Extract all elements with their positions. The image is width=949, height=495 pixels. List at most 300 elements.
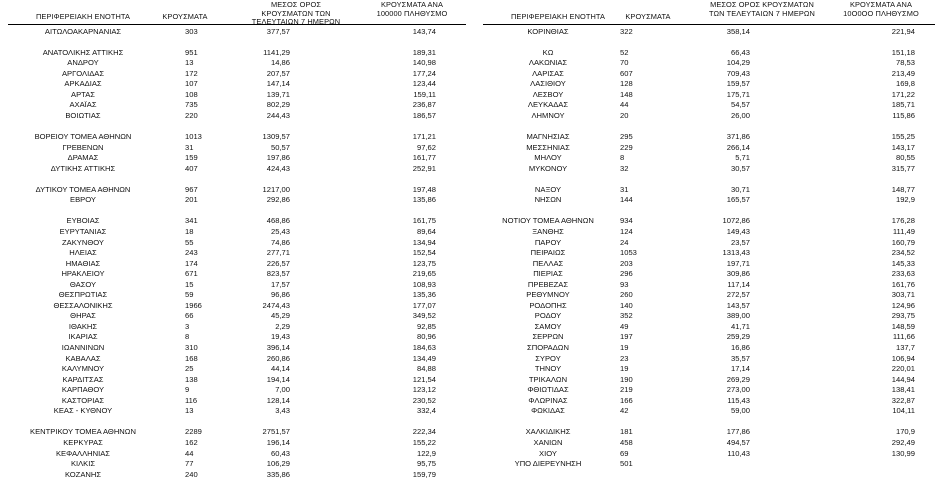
table-row xyxy=(475,27,949,37)
table-row xyxy=(475,311,949,321)
table-row xyxy=(0,58,474,68)
cell-cases: 352 xyxy=(620,311,633,321)
cell-name: ΗΡΑΚΛΕΙΟΥ xyxy=(61,269,105,279)
cell-cases: 144 xyxy=(620,195,633,205)
cell-per100k: 145,33 xyxy=(891,258,915,268)
cell-cases: 501 xyxy=(620,459,633,469)
cell-cases: 18 xyxy=(185,226,194,236)
table-row xyxy=(0,111,474,121)
cell-avg7: 60,43 xyxy=(270,448,290,458)
cell-name: ΑΡΤΑΣ xyxy=(71,89,95,99)
cell-avg7: 196,14 xyxy=(266,437,290,447)
cell-avg7: 19,43 xyxy=(270,332,290,342)
cell-per100k: 122,9 xyxy=(416,448,436,458)
cell-avg7: 2474,43 xyxy=(262,300,290,310)
cell-name: ΛΑΚΩΝΙΑΣ xyxy=(528,58,568,68)
cell-cases: 168 xyxy=(185,353,198,363)
cell-per100k: 134,94 xyxy=(412,237,436,247)
cell-per100k: 233,63 xyxy=(891,269,915,279)
cell-name: ΤΡΙΚΑΛΩΝ xyxy=(528,374,568,384)
cell-cases: 303 xyxy=(185,26,198,36)
cell-avg7: 358,14 xyxy=(726,26,750,36)
cell-avg7: 106,29 xyxy=(266,459,290,469)
table-row xyxy=(475,174,949,184)
cell-cases: 967 xyxy=(185,184,198,194)
cell-cases: 203 xyxy=(620,258,633,268)
cell-avg7: 292,86 xyxy=(266,195,290,205)
table-row xyxy=(0,100,474,110)
cell-name: ΗΛΕΙΑΣ xyxy=(69,248,97,258)
cell-avg7: 25,43 xyxy=(270,226,290,236)
cell-cases: 243 xyxy=(185,248,198,258)
cell-per100k: 148,77 xyxy=(891,184,915,194)
cell-avg7: 30,71 xyxy=(730,184,750,194)
table-row xyxy=(0,459,474,469)
table-row xyxy=(475,248,949,258)
cell-per100k: 155,25 xyxy=(891,132,915,141)
table-row xyxy=(0,290,474,300)
cell-avg7: 371,86 xyxy=(726,132,750,141)
cell-per100k: 332,4 xyxy=(416,406,436,416)
cell-per100k: 293,75 xyxy=(891,311,915,321)
table-row xyxy=(475,332,949,342)
cell-per100k: 97,62 xyxy=(416,142,436,152)
cell-avg7: 3,43 xyxy=(275,406,290,416)
table-row xyxy=(0,417,474,427)
cell-avg7: 389,00 xyxy=(726,311,750,321)
table-row xyxy=(0,322,474,332)
cell-cases: 671 xyxy=(185,269,198,279)
table-row xyxy=(475,227,949,237)
table-row xyxy=(475,79,949,89)
cell-per100k: 135,36 xyxy=(412,290,436,300)
cell-per100k: 78,53 xyxy=(895,58,915,68)
cell-avg7: 149,43 xyxy=(726,226,750,236)
cell-cases: 15 xyxy=(185,279,194,289)
cell-per100k: 124,96 xyxy=(891,300,915,310)
cell-name: ΜΕΣΣΗΝΙΑΣ xyxy=(526,142,570,152)
header-per100k: ΚΡΟΥΣΜΑΤΑ ΑΝΑ 10O0OO ΠΛΗΘΥΣΜΟ xyxy=(843,0,919,18)
cell-cases: 229 xyxy=(620,142,633,152)
cell-avg7: 175,71 xyxy=(726,89,750,99)
table-row xyxy=(475,121,949,131)
table-row xyxy=(475,48,949,58)
table-row xyxy=(475,206,949,216)
cell-cases: 296 xyxy=(620,269,633,279)
table-row xyxy=(475,417,949,427)
cell-per100k: 108,93 xyxy=(412,279,436,289)
table-row xyxy=(475,259,949,269)
cell-cases: 201 xyxy=(185,195,198,205)
cell-cases: 25 xyxy=(185,364,194,374)
cell-per100k: 130,99 xyxy=(891,448,915,458)
table-row xyxy=(0,143,474,153)
cell-avg7: 128,14 xyxy=(266,395,290,405)
cell-cases: 42 xyxy=(620,406,629,416)
cell-name: ΑΧΑΪΑΣ xyxy=(69,100,97,110)
table-row xyxy=(475,364,949,374)
cell-name: ΞΑΝΘΗΣ xyxy=(532,226,564,236)
cell-avg7: 259,29 xyxy=(726,332,750,342)
cell-avg7: 165,57 xyxy=(726,195,750,205)
table-row xyxy=(475,354,949,364)
cell-avg7: 50,57 xyxy=(270,142,290,152)
cell-cases: 93 xyxy=(620,279,629,289)
cell-cases: 148 xyxy=(620,89,633,99)
cell-avg7: 309,86 xyxy=(726,269,750,279)
cell-per100k: 236,87 xyxy=(412,100,436,110)
cell-per100k: 197,48 xyxy=(412,184,436,194)
table-row xyxy=(0,90,474,100)
table-row xyxy=(0,238,474,248)
table-row xyxy=(0,269,474,279)
cell-name: ΚΕΡΚΥΡΑΣ xyxy=(63,437,103,447)
cell-cases: 24 xyxy=(620,237,629,247)
cell-cases: 19 xyxy=(620,364,629,374)
cell-avg7: 139,71 xyxy=(266,89,290,99)
cell-name: ΠΕΙΡΑΙΩΣ xyxy=(530,248,566,258)
cell-name: ΤΗΝΟΥ xyxy=(534,364,562,374)
cell-name: ΑΡΚΑΔΙΑΣ xyxy=(64,79,102,89)
cell-per100k: 89,64 xyxy=(416,226,436,236)
cell-avg7: 1217,00 xyxy=(262,184,290,194)
cell-avg7: 207,57 xyxy=(266,68,290,78)
cell-per100k: 161,77 xyxy=(412,153,436,163)
cell-cases: 66 xyxy=(185,311,194,321)
cell-name: ΝΗΣΩΝ xyxy=(534,195,562,205)
cell-avg7: 2,29 xyxy=(275,321,290,331)
table-row xyxy=(0,174,474,184)
cell-cases: 20 xyxy=(620,110,629,120)
cell-cases: 220 xyxy=(185,110,198,120)
cell-avg7: 269,29 xyxy=(726,374,750,384)
cell-name: ΡΟΔΟΠΗΣ xyxy=(529,300,567,310)
cell-name: ΣΠΟΡΑΔΩΝ xyxy=(527,343,569,352)
cell-avg7: 277,71 xyxy=(266,248,290,258)
cell-name: ΚΕΝΤΡΙΚΟΥ ΤΟΜΕΑ ΑΘΗΝΩΝ xyxy=(30,427,136,437)
cell-per100k: 315,77 xyxy=(891,163,915,173)
cell-per100k: 222,34 xyxy=(412,427,436,437)
cell-name: ΓΡΕΒΕΝΩΝ xyxy=(62,142,104,152)
header-per100k: ΚΡΟΥΣΜΑΤΑ ΑΝΑ 100000 ΠΛΗΘΥΣΜΟ xyxy=(376,0,448,18)
cell-per100k: 123,44 xyxy=(412,79,436,89)
cell-avg7: 159,57 xyxy=(726,79,750,89)
header-avg7: ΜΕΣΟΣ ΟΡΟΣ ΚΡΟΥΣΜΑΤΩΝ ΤΩΝ ΤΕΛΕΥΤΑΙΩΝ 7 ΗΜΕΡΩΝ xyxy=(709,0,815,18)
cell-cases: 174 xyxy=(185,258,198,268)
cell-per100k: 144,94 xyxy=(891,374,915,384)
cell-name: ΘΕΣΣΑΛΟΝΙΚΗΣ xyxy=(53,300,113,310)
table-row xyxy=(475,343,949,353)
cell-name: ΦΛΩΡΙΝΑΣ xyxy=(528,395,568,405)
cell-cases: 31 xyxy=(185,142,194,152)
table-row xyxy=(0,248,474,258)
cell-cases: 162 xyxy=(185,437,198,447)
table-row xyxy=(0,37,474,47)
cell-name: ΑΝΔΡΟΥ xyxy=(67,58,99,68)
cell-cases: 219 xyxy=(620,385,633,395)
cell-per100k: 111,66 xyxy=(892,332,915,342)
cell-name: ΠΕΛΛΑΣ xyxy=(532,258,564,268)
cell-per100k: 159,11 xyxy=(413,89,436,99)
cell-cases: 128 xyxy=(620,79,633,89)
cell-name: ΠΡΕΒΕΖΑΣ xyxy=(527,279,569,289)
cell-cases: 1013 xyxy=(185,132,202,141)
cell-per100k: 219,65 xyxy=(412,269,436,279)
table-row xyxy=(0,121,474,131)
table-row xyxy=(0,79,474,89)
cell-cases: 44 xyxy=(185,448,194,458)
cell-cases: 1053 xyxy=(620,248,637,258)
table-row xyxy=(475,301,949,311)
cell-cases: 59 xyxy=(185,290,194,300)
cell-cases: 52 xyxy=(620,47,629,57)
table-row xyxy=(475,290,949,300)
cell-cases: 295 xyxy=(620,132,633,141)
cell-avg7: 30,57 xyxy=(730,163,750,173)
cell-avg7: 143,57 xyxy=(726,300,750,310)
table-row xyxy=(475,153,949,163)
cell-per100k: 192,9 xyxy=(895,195,915,205)
header-region: ΠΕΡΙΦΕΡΕΙΑΚΗ ΕΝΟΤΗΤΑ xyxy=(511,12,605,21)
table-row xyxy=(0,396,474,406)
cell-cases: 951 xyxy=(185,47,198,57)
table-row xyxy=(0,406,474,416)
cell-per100k: 148,59 xyxy=(891,321,915,331)
cell-avg7: 709,43 xyxy=(726,68,750,78)
cell-cases: 159 xyxy=(185,153,198,163)
cell-name: ΚΑΣΤΟΡΙΑΣ xyxy=(61,395,105,405)
cell-avg7: 16,86 xyxy=(730,343,750,352)
cell-cases: 124 xyxy=(620,226,633,236)
cell-name: ΕΒΡΟΥ xyxy=(70,195,96,205)
cell-per100k: 171,21 xyxy=(412,132,436,141)
table-row xyxy=(475,37,949,47)
cell-name: ΝΟΤΙΟΥ ΤΟΜΕΑ ΑΘΗΝΩΝ xyxy=(502,216,594,226)
cell-name: ΕΥΡΥΤΑΝΙΑΣ xyxy=(59,226,107,236)
cell-per100k: 140,98 xyxy=(412,58,436,68)
table-row xyxy=(0,164,474,174)
cell-per100k: 160,79 xyxy=(891,237,915,247)
cell-name: ΦΩΚΙΔΑΣ xyxy=(531,406,565,416)
table-row xyxy=(0,332,474,342)
cell-avg7: 1313,43 xyxy=(722,248,750,258)
cell-per100k: 155,22 xyxy=(412,437,436,447)
cell-avg7: 377,57 xyxy=(266,26,290,36)
cell-name: ΚΑΒΑΛΑΣ xyxy=(65,353,101,363)
cell-name: ΙΘΑΚΗΣ xyxy=(68,321,98,331)
table-row xyxy=(0,69,474,79)
cell-avg7: 45,29 xyxy=(270,311,290,321)
cell-name: ΧΑΛΚΙΔΙΚΗΣ xyxy=(525,427,571,437)
table-row xyxy=(475,216,949,226)
cell-per100k: 80,55 xyxy=(895,153,915,163)
cell-per100k: 213,49 xyxy=(891,68,915,78)
cell-per100k: 135,86 xyxy=(412,195,436,205)
cell-avg7: 110,43 xyxy=(727,448,750,458)
header-divider xyxy=(8,24,466,25)
cell-per100k: 137,7 xyxy=(895,343,915,352)
cell-avg7: 23,57 xyxy=(730,237,750,247)
cell-per100k: 303,71 xyxy=(891,290,915,300)
cell-cases: 116 xyxy=(185,395,198,405)
cell-cases: 240 xyxy=(185,469,198,479)
cell-name: ΡΟΔΟΥ xyxy=(534,311,562,321)
table-row xyxy=(475,195,949,205)
cell-per100k: 151,18 xyxy=(891,47,915,57)
cell-per100k: 115,86 xyxy=(892,110,915,120)
cell-name: ΝΑΞΟΥ xyxy=(534,184,562,194)
cell-per100k: 169,8 xyxy=(895,79,915,89)
header-region: ΠΕΡΙΦΕΡΕΙΑΚΗ ΕΝΟΤΗΤΑ xyxy=(36,12,130,21)
cell-name: ΜΥΚΟΝΟΥ xyxy=(528,163,568,173)
cell-name: ΜΗΛΟΥ xyxy=(534,153,562,163)
table-row xyxy=(475,90,949,100)
cell-cases: 3 xyxy=(185,321,190,331)
cell-avg7: 44,14 xyxy=(270,364,290,374)
table-row xyxy=(0,301,474,311)
cell-avg7: 468,86 xyxy=(266,216,290,226)
table-row xyxy=(475,58,949,68)
cell-name: ΗΜΑΘΙΑΣ xyxy=(65,258,101,268)
header-cases: ΚΡΟΥΣΜΑΤΑ xyxy=(625,12,671,21)
cell-name: ΠΙΕΡΙΑΣ xyxy=(533,269,563,279)
cell-avg7: 335,86 xyxy=(266,469,290,479)
cell-per100k: 171,22 xyxy=(891,89,915,99)
cell-avg7: 2751,57 xyxy=(262,427,290,437)
cell-cases: 8 xyxy=(620,153,625,163)
cell-avg7: 17,57 xyxy=(270,279,290,289)
cell-per100k: 80,96 xyxy=(416,332,436,342)
table-row xyxy=(0,132,474,142)
cell-avg7: 1141,29 xyxy=(263,47,290,57)
cell-per100k: 123,75 xyxy=(412,258,436,268)
cell-avg7: 147,14 xyxy=(266,79,290,89)
cell-name: ΖΑΚΥΝΘΟΥ xyxy=(62,237,104,247)
cell-cases: 140 xyxy=(620,300,633,310)
cell-name: ΚΕΦΑΛΛΗΝΙΑΣ xyxy=(55,448,111,458)
cell-avg7: 273,00 xyxy=(726,385,750,395)
cell-cases: 190 xyxy=(620,374,633,384)
cell-name: ΧΙΟΥ xyxy=(539,448,557,458)
cell-avg7: 226,57 xyxy=(266,258,290,268)
cell-avg7: 177,86 xyxy=(726,427,750,437)
cell-avg7: 35,57 xyxy=(730,353,750,363)
table-row xyxy=(0,185,474,195)
cell-cases: 9 xyxy=(185,385,190,395)
table-row xyxy=(475,459,949,469)
cell-name: ΚΟΡΙΝΘΙΑΣ xyxy=(527,26,569,36)
cell-name: ΒΟΙΩΤΙΑΣ xyxy=(65,110,101,120)
table-row xyxy=(0,470,474,480)
table-row xyxy=(0,259,474,269)
table-row xyxy=(475,322,949,332)
cell-name: ΘΑΣΟΥ xyxy=(69,279,97,289)
cell-name: ΙΚΑΡΙΑΣ xyxy=(68,332,98,342)
cell-name: ΚΑΛΥΜΝΟΥ xyxy=(61,364,105,374)
cell-cases: 31 xyxy=(620,184,629,194)
header-divider xyxy=(483,24,935,25)
cell-per100k: 322,87 xyxy=(891,395,915,405)
cell-cases: 49 xyxy=(620,321,629,331)
cell-name: ΚΑΡΔΙΤΣΑΣ xyxy=(62,374,104,384)
table-row xyxy=(475,280,949,290)
cell-cases: 8 xyxy=(185,332,190,342)
cell-avg7: 396,14 xyxy=(266,343,290,352)
cell-cases: 69 xyxy=(620,448,629,458)
table-row xyxy=(475,143,949,153)
cell-per100k: 121,54 xyxy=(412,374,436,384)
cell-avg7: 96,86 xyxy=(270,290,290,300)
cell-cases: 23 xyxy=(620,353,629,363)
cell-avg7: 14,86 xyxy=(270,58,290,68)
table-row xyxy=(475,449,949,459)
cell-name: ΛΕΥΚΑΔΑΣ xyxy=(527,100,569,110)
cell-cases: 934 xyxy=(620,216,633,226)
table-row xyxy=(0,364,474,374)
table-row xyxy=(0,206,474,216)
cell-cases: 458 xyxy=(620,437,633,447)
cell-name: ΒΟΡΕΙΟΥ ΤΟΜΕΑ ΑΘΗΝΩΝ xyxy=(34,132,132,141)
cell-per100k: 177,07 xyxy=(412,300,436,310)
cell-cases: 107 xyxy=(185,79,198,89)
cell-avg7: 59,00 xyxy=(730,406,750,416)
cell-avg7: 197,71 xyxy=(726,258,750,268)
cell-per100k: 106,94 xyxy=(891,353,915,363)
cell-avg7: 823,57 xyxy=(266,269,290,279)
cell-name: ΔΥΤΙΚΟΥ ΤΟΜΕΑ ΑΘΗΝΩΝ xyxy=(35,184,131,194)
cell-cases: 260 xyxy=(620,290,633,300)
cell-per100k: 111,49 xyxy=(892,226,915,236)
header-avg7: ΜΕΣΟΣ ΟΡΟΣ ΚΡΟΥΣΜΑΤΩΝ ΤΩΝ ΤΕΛΕΥΤΑΙΩΝ 7 ΗΜΕΡΩΝ xyxy=(251,0,341,27)
cell-per100k: 104,11 xyxy=(892,406,915,416)
cell-name: ΚΩ xyxy=(542,47,554,57)
cell-per100k: 252,91 xyxy=(412,163,436,173)
cell-cases: 2289 xyxy=(185,427,202,437)
cell-cases: 322 xyxy=(620,26,633,36)
cell-per100k: 159,79 xyxy=(412,469,436,479)
cell-avg7: 1309,57 xyxy=(262,132,290,141)
cell-name: ΑΝΑΤΟΛΙΚΗΣ ΑΤΤΙΚΗΣ xyxy=(42,47,124,57)
cell-name: ΑΙΤΩΛΟΑΚΑΡΝΑΝΙΑΣ xyxy=(44,26,122,36)
cell-avg7: 1072,86 xyxy=(722,216,750,226)
cell-per100k: 84,88 xyxy=(416,364,436,374)
cell-avg7: 54,57 xyxy=(730,100,750,110)
cell-name: ΛΑΣΙΘΙΟΥ xyxy=(530,79,566,89)
cell-per100k: 143,17 xyxy=(891,142,915,152)
cell-cases: 19 xyxy=(620,343,629,352)
table-row xyxy=(475,269,949,279)
cell-cases: 77 xyxy=(185,459,194,469)
cell-name: ΔΡΑΜΑΣ xyxy=(67,153,99,163)
table-row xyxy=(0,438,474,448)
table-row xyxy=(0,427,474,437)
cell-cases: 55 xyxy=(185,237,194,247)
cell-avg7: 266,14 xyxy=(726,142,750,152)
cell-name: ΧΑΝΙΩΝ xyxy=(533,437,563,447)
cell-name: ΦΘΙΩΤΙΔΑΣ xyxy=(527,385,569,395)
cell-per100k: 234,52 xyxy=(891,248,915,258)
cell-avg7: 494,57 xyxy=(726,437,750,447)
cell-avg7: 802,29 xyxy=(266,100,290,110)
cell-avg7: 104,29 xyxy=(726,58,750,68)
cell-cases: 32 xyxy=(620,163,629,173)
cell-avg7: 7,00 xyxy=(275,385,290,395)
cell-per100k: 143,74 xyxy=(412,26,436,36)
cell-per100k: 92,85 xyxy=(416,321,436,331)
cell-per100k: 185,71 xyxy=(891,100,915,110)
cell-avg7: 194,14 xyxy=(266,374,290,384)
cell-cases: 166 xyxy=(620,395,633,405)
